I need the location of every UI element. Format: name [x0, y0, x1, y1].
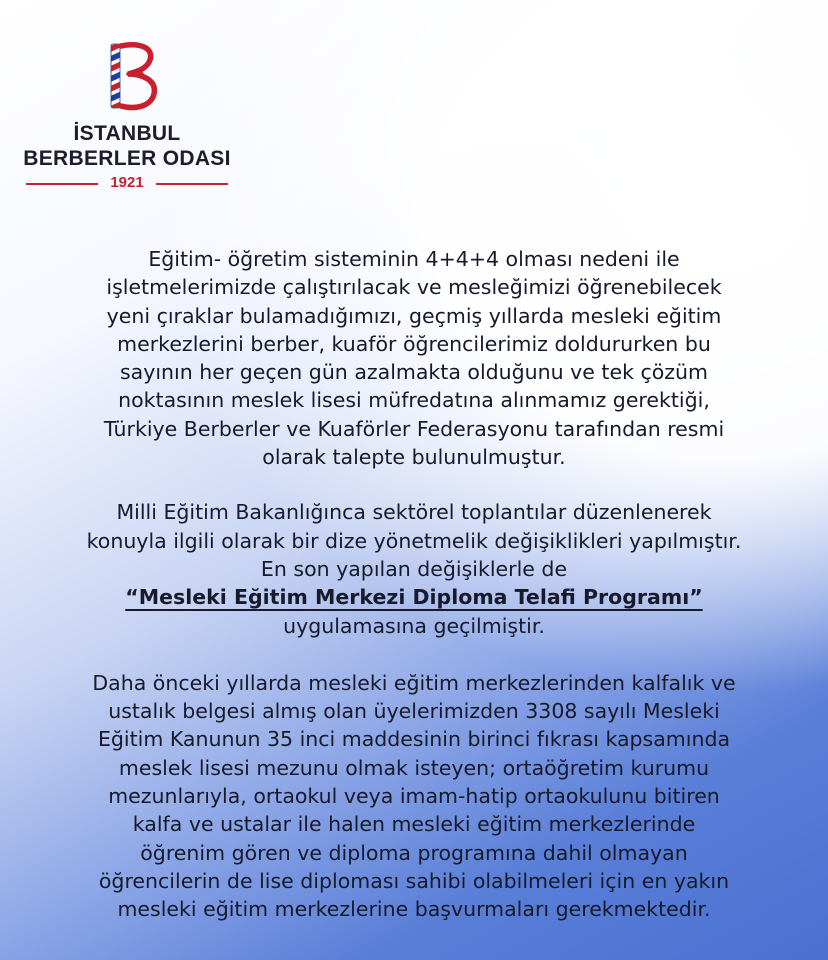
logo-year-row	[22, 174, 232, 194]
logo-city-name: İSTANBUL	[73, 122, 181, 145]
text-line: ustalık belgesi almış olan üyelerimizden 3308 sayılı Mesleki	[108, 699, 720, 724]
paragraph-spacer	[10, 640, 818, 669]
text-line: merkezlerini berber, kuaför öğrencilerimiz doldururken bu	[117, 331, 711, 356]
chamber-logo	[22, 40, 232, 190]
text-line: olarak talepte bulunulmuştur.	[262, 445, 566, 470]
text-line: noktasının meslek lisesi müfredatına alınmamız gerektiği,	[118, 388, 710, 413]
text-line: işletmelerimizde çalıştırılacak ve mesleğimizi öğrenebilecek	[106, 275, 722, 300]
text-line: Eğitim Kanunun 35 inci maddesinin birinci fıkrası kapsamında	[97, 727, 731, 752]
text-line: sayının her geçen gün azalmakta olduğunu ve tek çözüm	[119, 360, 709, 385]
text-line: uygulamasına geçilmiştir.	[283, 613, 545, 638]
text-line: kalfa ve ustalar ile halen mesleki eğitim merkezlerinde	[132, 812, 696, 837]
program-title: “Mesleki Eğitim Merkezi Diploma Telafi Programı”	[125, 585, 703, 610]
text-line: Milli Eğitim Bakanlığınca sektörel toplantılar düzenlenerek	[116, 500, 712, 525]
text-line: öğrenim gören ve diploma programına dahil olmayan	[140, 840, 688, 865]
paragraph-spacer	[10, 471, 818, 498]
text-line: Daha önceki yıllarda mesleki eğitim merkezlerinden kalfalık ve	[92, 670, 736, 695]
program-title-line	[10, 583, 818, 611]
text-line: En son yapılan değişiklerle de	[260, 556, 568, 581]
text-line: yeni çıraklar bulamadığımızı, geçmiş yıllarda mesleki eğitim	[106, 303, 722, 328]
paragraph-curriculum-request	[10, 245, 818, 471]
text-line: mesleki eğitim merkezlerine başvurmaları gerekmektedir.	[117, 897, 711, 922]
text-line: Eğitim- öğretim sisteminin 4+4+4 olması nedeni ile	[148, 247, 680, 271]
text-line: konuyla ilgili olarak bir dize yönetmelik değişiklikleri yapılmıştır.	[86, 528, 742, 553]
text-line: meslek lisesi mezunu olmak isteyen; ortaöğretim kurumu	[118, 755, 710, 780]
paragraph-eligibility	[10, 669, 818, 924]
barber-pole-b-logo-icon	[102, 40, 162, 112]
logo-founding-year: 1921	[110, 174, 144, 191]
logo-divider-right	[156, 183, 228, 185]
text-line: Türkiye Berberler ve Kuaförler Federasyonu tarafından resmi	[103, 416, 725, 441]
logo-chamber-name: BERBERLER ODASI	[23, 147, 231, 170]
paragraph-ministry-program	[10, 498, 818, 639]
text-line: mezunlarıyla, ortaokul veya imam-hatip ortaokulunu bitiren	[108, 784, 720, 809]
announcement-body	[10, 245, 818, 924]
text-line: öğrencilerin de lise diploması sahibi olabilmeleri için en yakın	[98, 868, 730, 893]
